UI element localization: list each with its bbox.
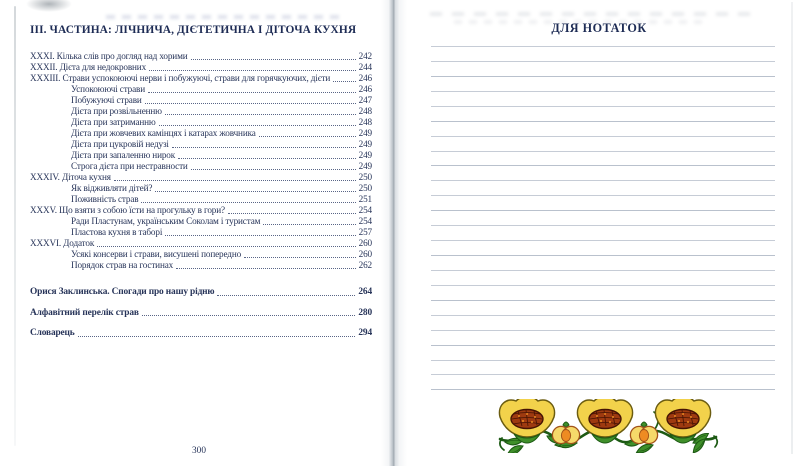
- ruled-line: [431, 255, 775, 256]
- toc-entry: [30, 106, 372, 117]
- toc-entry-label: XXXVI. Додаток: [30, 238, 95, 248]
- dot-leader: [165, 114, 356, 115]
- toc-extras: [30, 287, 372, 349]
- ruled-line: [431, 106, 775, 107]
- dot-leader: [217, 295, 355, 296]
- dot-leader: [165, 235, 355, 236]
- dot-leader: [333, 81, 356, 82]
- ruled-line: [431, 136, 775, 137]
- toc-entry-page: 262: [358, 260, 372, 270]
- dot-leader: [142, 315, 356, 316]
- toc-entry: [30, 227, 372, 238]
- toc-entry-label: Усякі консерви і страви, висушені попередно: [71, 249, 242, 259]
- toc-entry-label: Орися Заклинська. Спогади про нашу рідню: [30, 287, 215, 297]
- ruled-line: [431, 240, 775, 241]
- toc-entry-page: 248: [358, 106, 372, 116]
- floral-ornament: [497, 399, 719, 453]
- ruled-line: [431, 315, 775, 316]
- ruled-line: [431, 165, 775, 166]
- dot-leader: [191, 59, 356, 60]
- toc-entry-page: 260: [358, 249, 372, 259]
- ruled-line: [431, 389, 775, 390]
- toc-entry-label: XXXV. Що взяти з собою їсти на прогульку в гори?: [30, 205, 225, 215]
- toc-entry-page: 251: [358, 194, 372, 204]
- toc-entry: [30, 194, 372, 205]
- ruled-line: [431, 285, 775, 286]
- toc-entry-page: 254: [358, 216, 372, 226]
- toc-entry: [30, 172, 372, 183]
- dot-leader: [263, 224, 355, 225]
- ruled-line: [431, 61, 775, 62]
- ruled-line: [431, 210, 775, 211]
- dot-leader: [114, 180, 356, 181]
- toc-entry-page: 242: [358, 51, 372, 61]
- toc-entry: [30, 328, 372, 339]
- ruled-line: [431, 360, 775, 361]
- toc-entry-page: 257: [358, 227, 372, 237]
- toc-entry: [30, 238, 372, 249]
- toc-entry-page: 246: [358, 84, 372, 94]
- dot-leader: [148, 92, 356, 93]
- toc-entry-page: 250: [358, 183, 372, 193]
- left-page-edge: [14, 6, 16, 446]
- toc-entry: [30, 95, 372, 106]
- toc-entry-label: Дієта при запаленню нирок: [71, 150, 176, 160]
- toc-entry: [30, 308, 372, 319]
- toc-entry-label: Успокоюючі страви: [71, 84, 146, 94]
- toc-entry: [30, 128, 372, 139]
- page-corner-shadow: [26, 0, 72, 12]
- ruled-line: [431, 300, 775, 301]
- toc-entry-page: 260: [358, 238, 372, 248]
- dot-leader: [78, 336, 356, 337]
- dot-leader: [228, 213, 356, 214]
- toc-entry-label: XXXI. Кілька слів про догляд над хорими: [30, 51, 188, 61]
- toc-entry: [30, 249, 372, 260]
- dot-leader: [259, 136, 356, 137]
- toc-entry-label: Як відживляти дітей?: [71, 183, 153, 193]
- toc-entry-label: Поживність страв: [71, 194, 139, 204]
- dot-leader: [178, 158, 356, 159]
- ruled-line: [431, 270, 775, 271]
- toc-entry: [30, 161, 372, 172]
- toc-entry: [30, 287, 372, 298]
- dot-leader: [149, 70, 356, 71]
- dot-leader: [159, 125, 356, 126]
- page-number: 300: [192, 446, 206, 456]
- toc-section-title: ІІІ. ЧАСТИНА: ЛІЧНИЧА, ДІЄТЕТИЧНА І ДІТОЧА КУХНЯ: [30, 24, 357, 36]
- toc-entry-page: 249: [358, 128, 372, 138]
- toc-entry-label: XXXIII. Страви успокоюючі нерви і побужуючі, страви для горячкуючих, дієти: [30, 73, 331, 83]
- toc-entry: [30, 205, 372, 216]
- notes-title: ДЛЯ НОТАТОК: [551, 21, 647, 35]
- toc-entry-label: Побужуючі страви: [71, 95, 142, 105]
- toc-entry: [30, 150, 372, 161]
- toc-entry-label: XXXIV. Діточа кухня: [30, 172, 111, 182]
- toc-entry-page: 244: [358, 62, 372, 72]
- toc-entry-label: Ради Пластунам, українським Соколам і туристам: [71, 216, 261, 226]
- dot-leader: [97, 246, 356, 247]
- toc-entry-label: Дієта при жовчевих камінцях і катарах жовчника: [71, 128, 256, 138]
- toc-entry-label: Строга дієта при нестравности: [71, 161, 188, 171]
- toc-entry-label: Алфавітний перелік страв: [30, 307, 139, 318]
- toc-entry-page: 280: [358, 307, 372, 318]
- ruled-line: [431, 374, 775, 375]
- ruled-line: [431, 195, 775, 196]
- toc-entry-page: 247: [358, 95, 372, 105]
- toc-entry-page: 294: [358, 328, 372, 338]
- right-page-edge: [791, 2, 793, 454]
- toc-entry: [30, 183, 372, 194]
- dot-leader: [172, 147, 356, 148]
- show-through-smudge: [430, 12, 760, 16]
- dot-leader: [141, 202, 355, 203]
- ruled-line: [431, 225, 775, 226]
- dot-leader: [176, 268, 356, 269]
- ruled-line: [431, 345, 775, 346]
- toc-entry-page: 249: [358, 161, 372, 171]
- dot-leader: [244, 257, 356, 258]
- dot-leader: [191, 169, 356, 170]
- ruled-line: [431, 151, 775, 152]
- toc-entry: [30, 84, 372, 95]
- ruled-line: [431, 91, 775, 92]
- toc-entry-label: Дієта при затриманню: [71, 117, 156, 127]
- toc-entry-label: Дієта при розвільненню: [71, 106, 162, 116]
- toc-entry: [30, 62, 372, 73]
- toc-entry: [30, 216, 372, 227]
- dot-leader: [145, 103, 356, 104]
- toc-entry: [30, 73, 372, 84]
- show-through-smudge: [106, 15, 346, 19]
- toc-entry-label: Словарець: [30, 328, 75, 338]
- ruled-line: [431, 180, 775, 181]
- ruled-line: [431, 76, 775, 77]
- ruled-line: [431, 46, 775, 47]
- toc-entry-label: Порядок страв на гостинах: [71, 260, 174, 270]
- toc-entry-label: Пластова кухня в таборі: [71, 227, 163, 237]
- toc-entry-page: 248: [358, 117, 372, 127]
- ruled-line: [431, 330, 775, 331]
- right-page: [394, 0, 800, 466]
- toc-entry-page: 249: [358, 150, 372, 160]
- dot-leader: [155, 191, 355, 192]
- toc-entry-page: 254: [358, 205, 372, 215]
- ruled-line: [431, 121, 775, 122]
- toc-entry: [30, 117, 372, 128]
- toc-entry-label: XXXII. Дієта для недокровних: [30, 62, 147, 72]
- toc-entry-label: Дієта при цукровій недузі: [71, 139, 169, 149]
- toc-entry: [30, 260, 372, 271]
- toc-entry-page: 250: [358, 172, 372, 182]
- toc-entry-page: 249: [358, 139, 372, 149]
- toc-entry-page: 246: [358, 73, 372, 83]
- toc-entry: [30, 51, 372, 62]
- toc-entry-page: 264: [358, 287, 372, 297]
- toc-list: [30, 51, 372, 271]
- left-page: [6, 0, 392, 466]
- toc-entry: [30, 139, 372, 150]
